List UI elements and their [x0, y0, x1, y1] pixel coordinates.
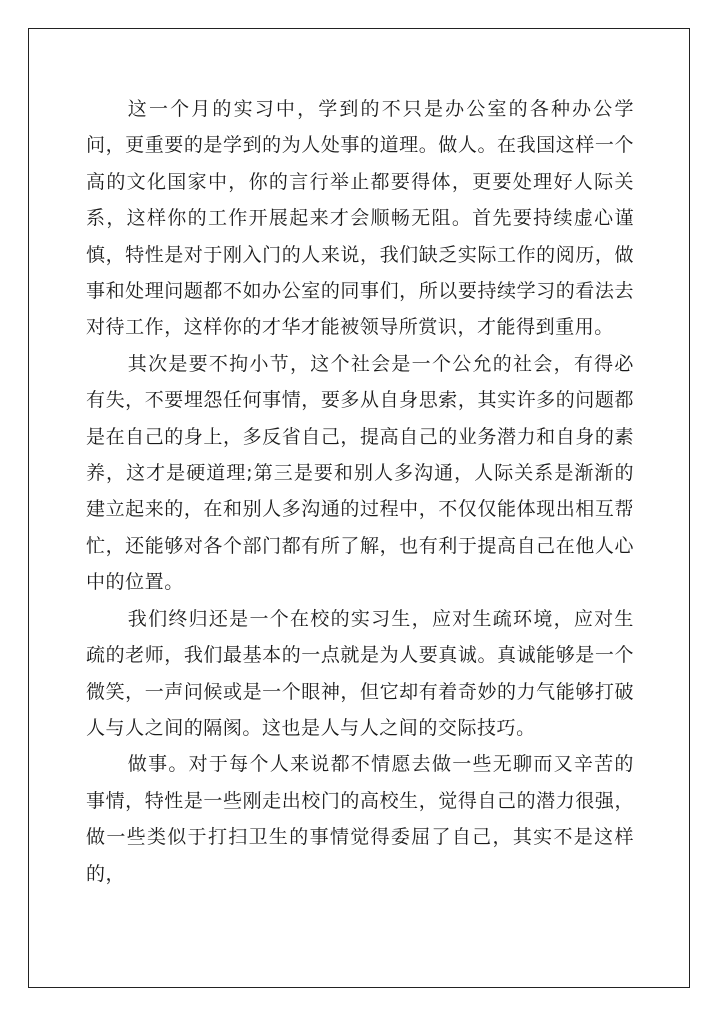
document-body: [86, 91, 634, 892]
paragraph-2: 其次是要不拘小节，这个社会是一个公允的社会，有得必有失，不要埋怨任何事情，要多从自身思索，其实许多的问题都是在自己的身上，多反省自己，提高自己的业务潜力和自身的素养，这才是硬道理;第三是要和别人多沟通，人际关系是渐渐的建立起来的，在和别人多沟通的过程中，不仅仅能体现出相互帮忙，还能够对各个部门都有所了解，也有利于提高自己在他人心中的位置。: [86, 352, 634, 594]
paragraph-3: 我们终归还是一个在校的实习生，应对生疏环境，应对生疏的老师，我们最基本的一点就是为人要真诚。真诚能够是一个微笑，一声问候或是一个眼神，但它却有着奇妙的力气能够打破人与人之间的隔阂。这也是人与人之间的交际技巧。: [86, 607, 634, 739]
paragraph-1: 这一个月的实习中，学到的不只是办公室的各种办公学问，更重要的是学到的为人处事的道理。做人。在我国这样一个高的文化国家中，你的言行举止都要得体，更要处理好人际关系，这样你的工作开展起来才会顺畅无阻。首先要持续虚心谨慎，特性是对于刚入门的人来说，我们缺乏实际工作的阅历，做事和处理问题都不如办公室的同事们，所以要持续学习的看法去对待工作，这样你的才华才能被领导所赏识，才能得到重用。: [86, 98, 634, 339]
paragraph-4: 做事。对于每个人来说都不情愿去做一些无聊而又辛苦的事情，特性是一些刚走出校门的高校生，觉得自己的潜力很强，做一些类似于打扫卫生的事情觉得委屈了自己，其实不是这样的，: [86, 753, 634, 885]
